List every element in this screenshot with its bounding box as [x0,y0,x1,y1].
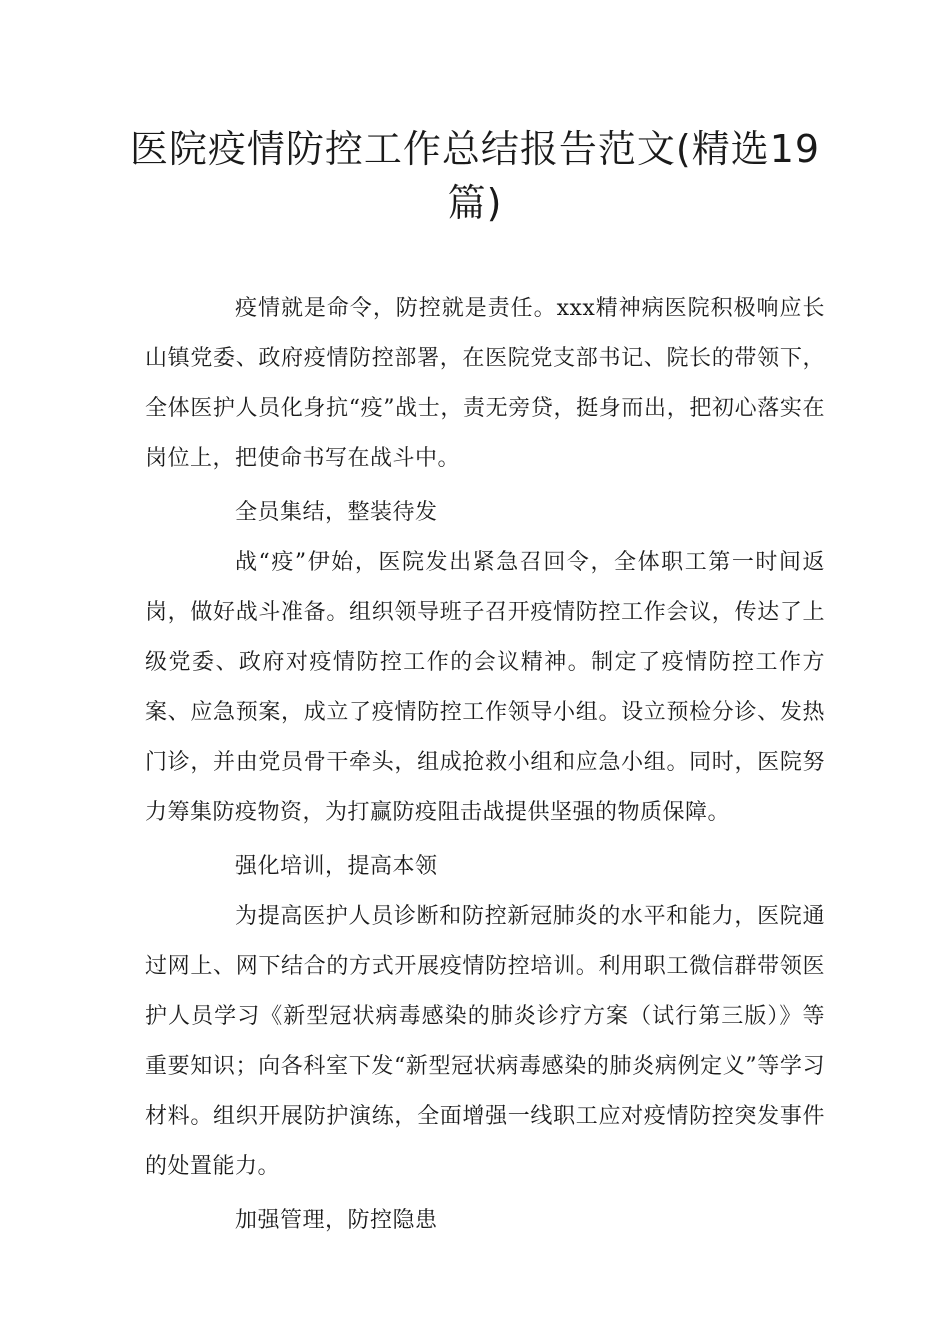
section-heading-management: 加强管理，防控隐患 [235,1208,438,1233]
document-title: 医院疫情防控工作总结报告范文(精选19篇) [129,127,821,225]
paragraph-intro: 疫情就是命令，防控就是责任。xxx精神病医院积极响应长山镇党委、政府疫情防控部署，在医院党支部书记、院长的带领下，全体医护人员化身抗“疫”战士，责无旁贷，挺身而出，把初心落实在岗位上，把使命书写在战斗中。 [145,296,825,471]
document-body [145,284,825,1246]
paragraph-training: 为提高医护人员诊断和防控新冠肺炎的水平和能力，医院通过网上、网下结合的方式开展疫情防控培训。利用职工微信群带领医护人员学习《新型冠状病毒感染的肺炎诊疗方案（试行第三版）》等重要知识；向各科室下发“新型冠状病毒感染的肺炎病例定义”等学习材料。组织开展防护演练，全面增强一线职工应对疫情防控突发事件的处置能力。 [145,904,825,1179]
paragraph-assembly: 战“疫”伊始，医院发出紧急召回令，全体职工第一时间返岗，做好战斗准备。组织领导班子召开疫情防控工作会议，传达了上级党委、政府对疫情防控工作的会议精神。制定了疫情防控工作方案、应急预案，成立了疫情防控工作领导小组。设立预检分诊、发热门诊，并由党员骨干牵头，组成抢救小组和应急小组。同时，医院努力筹集防疫物资，为打赢防疫阻击战提供坚强的物质保障。 [145,550,825,825]
section-heading-assembly: 全员集结，整装待发 [235,500,438,525]
section-heading-training: 强化培训，提高本领 [235,854,438,879]
